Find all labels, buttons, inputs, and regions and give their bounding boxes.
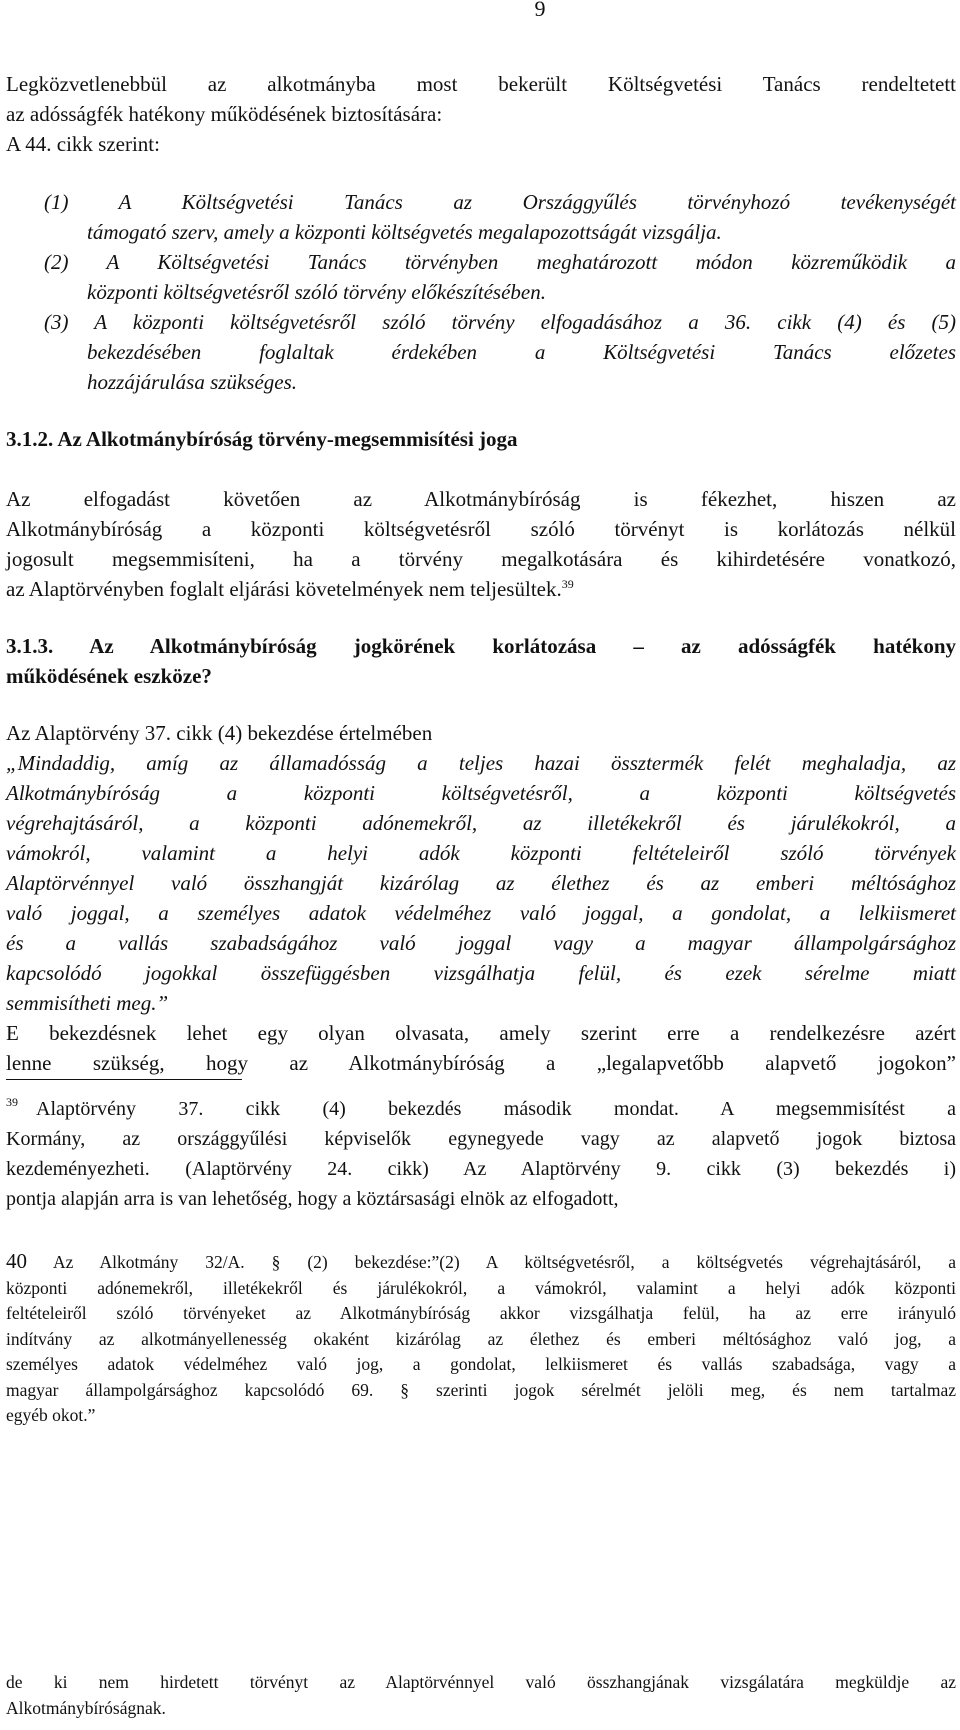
quote-line: végrehajtásáról, a központi adónemekről, az illetékekről és járulékokról, a xyxy=(6,811,956,835)
footnote-line: feltételeiről szóló törvényeket az Alkotmánybíróság akkor vizsgálhatja felül, ha az erre irányuló xyxy=(6,1303,956,1323)
footnote-number: 40 xyxy=(6,1249,27,1273)
quote-line: Alaptörvénnyel való összhangját kizárólag az élethez és az emberi méltósághoz xyxy=(6,871,956,895)
quote-line: vámokról, valamint a helyi adók központi feltételeiről szóló törvények xyxy=(6,841,956,865)
quote-line: semmisítheti meg.” xyxy=(6,991,169,1015)
footnote-text: Alaptörvény 37. cikk (4) bekezdés második mondat. A megsemmisítést a xyxy=(36,1098,956,1120)
paragraph-line: Alkotmánybíróság a központi költségvetésről szóló törvényt is korlátozás nélkül xyxy=(6,517,956,541)
footnote-line: személyes adatok védelméhez való jog, a gondolat, lelkiismeret és vallás szabadsága, vagy a xyxy=(6,1354,956,1374)
article-line: központi költségvetésről szóló törvény előkészítésében. xyxy=(87,280,546,304)
footnote-continuation xyxy=(6,1669,956,1721)
footnote-number: 39 xyxy=(6,1095,18,1109)
paragraph-line xyxy=(6,574,956,604)
section-3-1-2-paragraph xyxy=(6,484,956,604)
article-44-paragraph-1 xyxy=(44,187,956,247)
page-number: 9 xyxy=(534,0,546,21)
article-line: támogató szerv, amely a központi költségvetés megalapozottságát vizsgálja. xyxy=(87,220,722,244)
article-line: (2) A Költségvetési Tanács törvényben meghatározott módon közreműködik a xyxy=(44,250,956,274)
article-line: bekezdésében foglaltak érdekében a Költségvetési Tanács előzetes xyxy=(87,340,956,364)
article-line: (3) A központi költségvetésről szóló törvény elfogadásához a 36. cikk (4) és (5) xyxy=(44,310,956,334)
footnote-line: egyéb okot.” xyxy=(6,1405,96,1425)
footnote-reference-39[interactable]: 39 xyxy=(561,577,574,591)
heading-line: 3.1.3. Az Alkotmánybíróság jogkörének korlátozása – az adósságfék hatékony xyxy=(6,634,956,658)
section-heading-3-1-3 xyxy=(6,631,956,691)
constitution-quote xyxy=(6,748,956,1018)
article-44-paragraph-3 xyxy=(44,307,956,397)
footnote-text: Az Alkotmány 32/A. § (2) bekezdése:”(2) A költségvetésről, a költségvetés végrehajtásáról, a xyxy=(53,1252,956,1272)
intro-line: az adósságfék hatékony működésének biztosítására: xyxy=(6,102,443,126)
footnote-40 xyxy=(6,1249,956,1429)
article-44-paragraph-2 xyxy=(44,247,956,307)
section-3-1-3-paragraph xyxy=(6,1018,956,1078)
article-line: hozzájárulása szükséges. xyxy=(87,370,298,394)
intro-line: A 44. cikk szerint: xyxy=(6,132,160,156)
paragraph-line: E bekezdésnek lehet egy olyan olvasata, amely szerint erre a rendelkezésre azért xyxy=(6,1021,956,1045)
paragraph-line-text: az Alaptörvényben foglalt eljárási követelmények nem teljesültek. xyxy=(6,577,562,601)
footnote-line: indítvány az alkotmányellenesség okaként kizárólag az élethez és emberi méltósághoz való jog, a xyxy=(6,1328,956,1349)
quote-line: való joggal, a személyes adatok védelméhez való joggal, a gondolat, a lelkiismeret xyxy=(6,901,956,925)
paragraph-line: jogosult megsemmisíteni, ha a törvény megalkotására és kihirdetésére vonatkozó, xyxy=(6,547,956,571)
footnote-line: Alkotmánybíróságnak. xyxy=(6,1698,166,1718)
paragraph-line: lenne szükség, hogy az Alkotmánybíróság a „legalapvetőbb alapvető jogokon” xyxy=(6,1051,956,1075)
intro-line: Legközvetlenebbül az alkotmányba most bekerült Költségvetési Tanács rendeltetett xyxy=(6,72,956,96)
footnote-line: de ki nem hirdetett törvényt az Alaptörvénnyel való összhangjának vizsgálatára megküldje az xyxy=(6,1672,956,1692)
footnote-line xyxy=(6,1094,956,1124)
intro-paragraph xyxy=(6,69,956,159)
footnote-line: magyar állampolgársághoz kapcsolódó 69. § szerinti jogok sérelmét jelöli meg, és nem tartalmaz xyxy=(6,1379,956,1400)
footnote-line: pontja alapján arra is van lehetőség, hogy a köztársasági elnök az elfogadott, xyxy=(6,1188,619,1210)
quote-line: „Mindaddig, amíg az államadósság a teljes hazai össztermék felét meghaladja, az xyxy=(6,751,956,775)
section-heading-3-1-2: 3.1.2. Az Alkotmánybíróság törvény-megsemmisítési joga xyxy=(6,427,518,451)
footnote-39 xyxy=(6,1094,956,1214)
quote-line: kapcsolódó jogokkal összefüggésben vizsgálhatja felül, és ezek sérelme miatt xyxy=(6,961,956,985)
quote-lead: Az Alaptörvény 37. cikk (4) bekezdése értelmében xyxy=(6,721,433,745)
quote-line: és a vallás szabadságához való joggal vagy a magyar állampolgársághoz xyxy=(6,931,956,955)
footnote-line: kezdeményezheti. (Alaptörvény 24. cikk) Az Alaptörvény 9. cikk (3) bekezdés i) xyxy=(6,1158,956,1180)
footnote-line: központi adónemekről, illetékekről és járulékokról, a vámokról, valamint a helyi adók központi xyxy=(6,1277,956,1298)
article-line: (1) A Költségvetési Tanács az Országgyűlés törvényhozó tevékenységét xyxy=(44,190,956,214)
quote-line: Alkotmánybíróság a központi költségvetésről, a központi költségvetés xyxy=(6,781,956,805)
heading-line: működésének eszköze? xyxy=(6,664,212,688)
footnote-separator xyxy=(6,1079,242,1080)
paragraph-line: Az elfogadást követően az Alkotmánybíróság is fékezhet, hiszen az xyxy=(6,487,956,511)
footnote-line xyxy=(6,1249,956,1276)
footnote-line: Kormány, az országgyűlési képviselők egynegyede vagy az alapvető jogok biztosa xyxy=(6,1128,956,1150)
